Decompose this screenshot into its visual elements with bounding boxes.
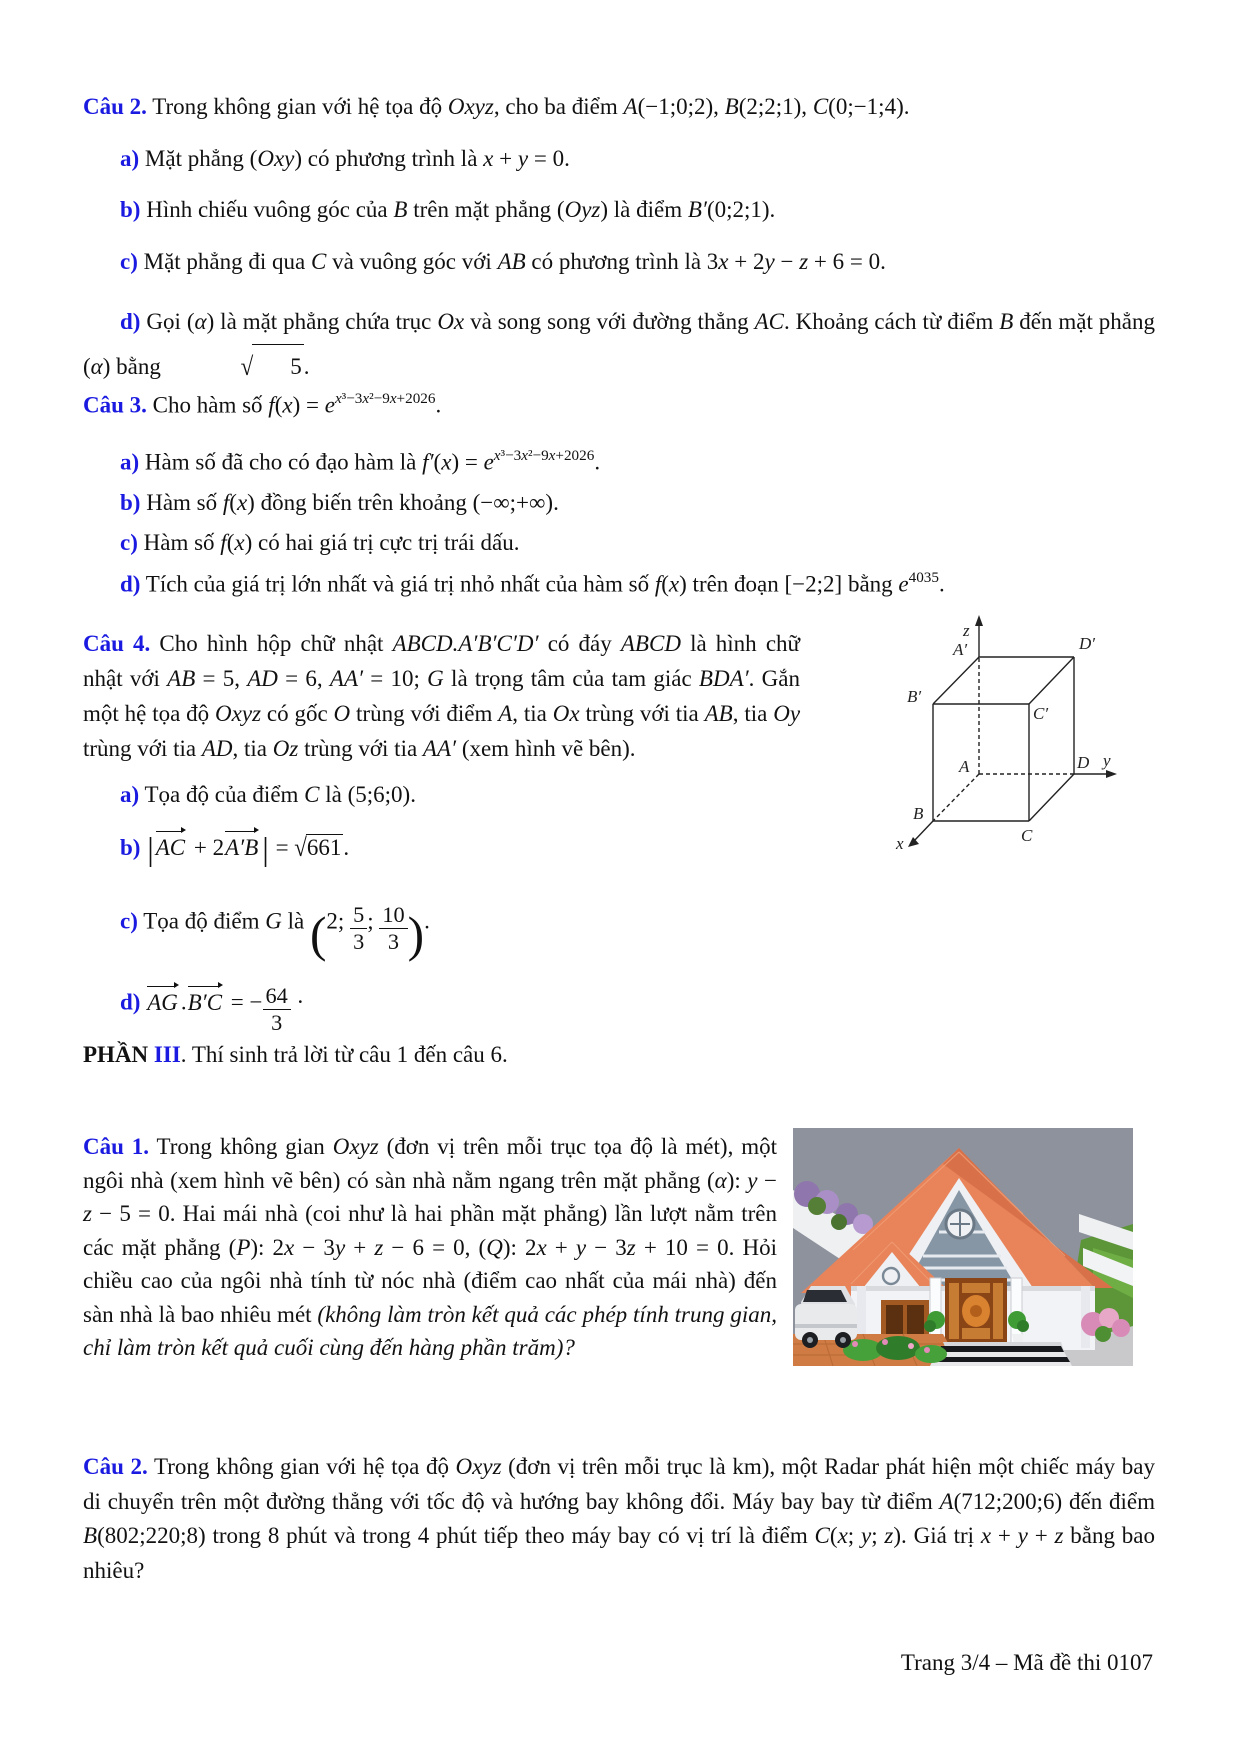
question-2-item-a: a) Mặt phẳng (Oxy) có phương trình là x + y = 0. [120, 146, 570, 171]
question-4-item-a: a) Tọa độ của điểm C là (5;6;0). [120, 782, 416, 807]
question-4-item-c: c) Tọa độ điểm G là (2; $\frac{5}{3}$ ; $\frac{10}{3}$ ). [120, 902, 430, 962]
part-3-header: PHẦN III. Thí sinh trả lời từ câu 1 đến câu 6. [83, 1042, 508, 1067]
question-2-item-b: b) Hình chiếu vuông góc của B trên mặt phẳng (Oyz) là điểm B′(0;2;1). [120, 197, 776, 222]
steps [930, 1346, 1072, 1366]
house-photo [793, 1128, 1133, 1366]
question-4-item-d: d) AG .B′C = − $\frac{64}{3}$ · [120, 983, 305, 1036]
z-axis-arrow [975, 615, 983, 626]
cube-label-A: A [959, 757, 970, 776]
part3-question-2: Câu 2. Trong không gian với hệ tọa độ Oxyz (đơn vị trên mỗi trục là km), một Radar phát hiện một chiếc máy bay di chuyển trên một đường thẳng với tốc độ và hướng bay không đổi. Máy bay bay từ điểm A(712;200;6) đến điểm B(802;220;8) trong 8 phút và trong 4 phút tiếp theo máy bay có vị trí là điểm C(x; y; z). Giá trị x + y + z bằng bao nhiêu? [83, 1454, 1155, 1583]
cube-label-y: y [1103, 751, 1111, 770]
cube-label-Ap: A′ [953, 640, 968, 659]
cube-figure [893, 606, 1133, 861]
page-footer: Trang 3/4 – Mã đề thi 0107 [900, 1650, 1153, 1675]
question-3-item-a: a) Hàm số đã cho có đạo hàm là $f'(x) = e^{x^3-3x^2-9x+2026}$. [120, 447, 601, 475]
cube-label-B: B [913, 804, 924, 823]
question-2-item-d: d) Gọi (α) là mặt phẳng chứa trục Ox và song song với đường thẳng AC. Khoảng cách từ điểm B đến mặt phẳng (α) bằng √ 5. [83, 300, 1155, 389]
cube-label-C: C [1021, 826, 1033, 845]
x-axis-arrow [908, 837, 919, 847]
question-3-item-d: d) Tích của giá trị lớn nhất và giá trị nhỏ nhất của hàm số f(x) trên đoạn [−2;2] bằng $e^{4035}$. [120, 569, 945, 597]
question-4-intro: Câu 4. Cho hình hộp chữ nhật ABCD.A′B′C′D′ có đáy ABCD là hình chữ nhật với AB = 5, AD = 6, AA′ = 10; G là trọng tâm của tam giác BDA′. Gắn một hệ tọa độ Oxyz có gốc O trùng với điểm A, tia Ox trùng với tia AB, tia Oy trùng với tia AD, tia Oz trùng với tia AA′ (xem hình vẽ bên). [83, 631, 801, 761]
y-axis-arrow [1106, 770, 1117, 778]
question-2-intro: Câu 2. Trong không gian với hệ tọa độ Oxyz, cho ba điểm A(−1;0;2), B(2;2;1), C(0;−1;4). [83, 94, 910, 119]
question-2-item-c: c) Mặt phẳng đi qua C và vuông góc với AB có phương trình là 3x + 2y − z + 6 = 0. [120, 249, 886, 274]
question-3-item-c: c) Hàm số f(x) có hai giá trị cực trị trái dấu. [120, 530, 520, 555]
cube-label-Cp: C′ [1033, 704, 1049, 723]
cube-label-z: z [963, 621, 970, 640]
question-4-item-b: b) |AC + 2A′B | = √661. [120, 832, 350, 869]
cube-label-D: D [1077, 753, 1090, 772]
question-3-item-b: b) Hàm số f(x) đồng biến trên khoảng (−∞;+∞). [120, 490, 559, 515]
cube-label-Dp: D′ [1079, 634, 1095, 653]
cube-label-x: x [896, 834, 904, 853]
cube-label-Bp: B′ [907, 687, 922, 706]
question-3-intro: Câu 3. Cho hàm số $f(x) = e^{x^3-3x^2-9x+2026}$. [83, 390, 442, 418]
part3-question-1: Câu 1. Trong không gian Oxyz (đơn vị trên mỗi trục tọa độ là mét), một ngôi nhà (xem hình vẽ bên) có sàn nhà nằm ngang trên mặt phẳng (α): y − z − 5 = 0. Hai mái nhà (coi như là hai phần mặt phẳng) lần lượt nằm trên các mặt phẳng (P): 2x − 3y + z − 6 = 0, (Q): 2x + y − 3z + 10 = 0. Hỏi chiều cao của ngôi nhà tính từ nóc nhà (điểm cao nhất của mái nhà) đến sàn nhà là bao nhiêu mét (không làm tròn kết quả các phép tính trung gian, chỉ làm tròn kết quả cuối cùng đến hàng phần trăm)? [83, 1134, 778, 1360]
